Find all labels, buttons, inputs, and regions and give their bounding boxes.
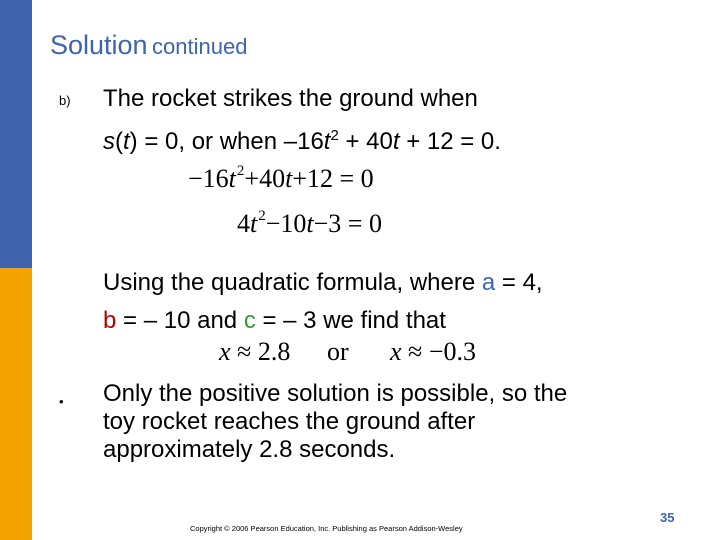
title-main: Solution <box>50 30 148 60</box>
part-b-line2 <box>103 121 501 156</box>
part-b-line1: The rocket strikes the ground when <box>103 85 478 112</box>
solution-2 <box>390 337 476 367</box>
text: Using the quadratic formula, where <box>103 269 482 296</box>
sidebar-blue-block <box>0 0 32 268</box>
solution-1 <box>219 337 290 367</box>
title-suffix: continued <box>152 34 248 59</box>
constant: −3 = 0 <box>313 209 382 238</box>
conclusion-line3: approximately 2.8 seconds. <box>103 436 396 463</box>
text: = 4, <box>495 269 543 296</box>
copyright-footer: Copyright © 2006 Pearson Education, Inc. Publishing as Pearson Addison-Wesley <box>190 524 463 533</box>
var-t: t <box>123 128 130 155</box>
coef: −10 <box>265 209 307 238</box>
var-x: x <box>390 337 402 366</box>
part-b-marker: b) <box>59 93 71 108</box>
text: = – 10 and <box>116 307 244 334</box>
exponent: 2 <box>236 163 245 179</box>
formula-line1 <box>103 268 543 297</box>
var-c: c <box>243 307 256 334</box>
coef: 4 <box>237 209 250 238</box>
text-mid: ) = 0, or when –16 <box>129 128 324 155</box>
text-plus: + 40 <box>338 128 393 155</box>
slide-title <box>50 30 247 61</box>
var-b: b <box>103 307 117 334</box>
solution-or: or <box>327 337 349 366</box>
exponent: 2 <box>330 127 339 144</box>
text: = – 3 we find that <box>255 307 446 334</box>
value: ≈ 2.8 <box>230 337 291 366</box>
formula-line2 <box>103 306 446 335</box>
equation-2 <box>237 208 382 239</box>
bullet-marker: • <box>59 394 64 409</box>
conclusion-line2: toy rocket reaches the ground after <box>103 408 476 435</box>
var-t: t <box>285 164 293 193</box>
paren-open: ( <box>115 128 123 155</box>
conclusion-line1: Only the positive solution is possible, so the <box>103 380 568 407</box>
var-t: t <box>323 128 331 155</box>
value: ≈ −0.3 <box>401 337 476 366</box>
exponent: 2 <box>258 208 266 224</box>
sidebar-orange-block <box>0 268 32 540</box>
text-end: + 12 = 0. <box>399 128 501 155</box>
var-t: t <box>392 128 400 155</box>
page-number: 35 <box>660 510 675 525</box>
sidebar-accent <box>0 0 32 540</box>
equation-1 <box>188 163 374 194</box>
var-x: x <box>219 337 231 366</box>
conclusion-text <box>103 380 567 464</box>
var-t: t <box>250 209 258 238</box>
constant: +12 = 0 <box>292 164 374 193</box>
var-a: a <box>481 269 496 296</box>
var-s: s <box>103 128 115 155</box>
coef: +40 <box>244 164 286 193</box>
var-t: t <box>228 164 236 193</box>
coef: −16 <box>188 164 229 193</box>
var-t: t <box>306 209 314 238</box>
